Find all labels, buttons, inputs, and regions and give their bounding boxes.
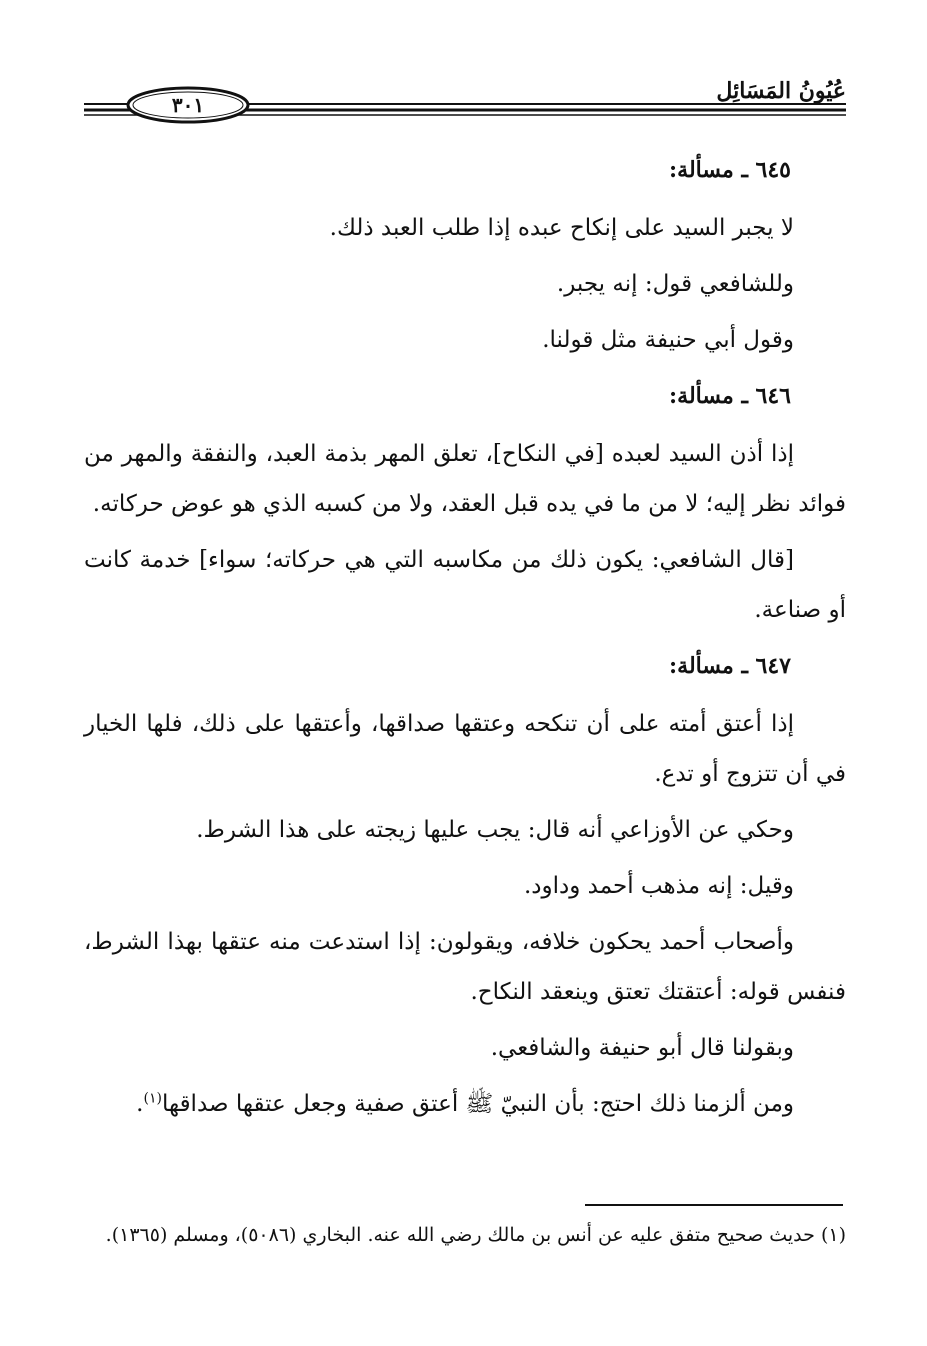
- paragraph: [84, 1079, 846, 1129]
- paragraph: وأصحاب أحمد يحكون خلافه، ويقولون: إذا استدعت منه عتقها بهذا الشرط، فنفس قوله: أعتقتك تعتق وينعقد النكاح.: [84, 929, 846, 1005]
- paragraph: [قال الشافعي: يكون ذلك من مكاسبه التي هي حركاته؛ سواء] خدمة كانت أو صناعة.: [84, 547, 846, 623]
- main-text: [84, 145, 846, 1135]
- page-number: ٣٠١: [171, 93, 205, 117]
- page-header: [84, 70, 846, 130]
- paragraph: وقول أبي حنيفة مثل قولنا.: [542, 327, 794, 353]
- issue-heading: ٦٤٦ ـ مسألة:: [669, 383, 791, 409]
- paragraph: وللشافعي قول: إنه يجبر.: [556, 271, 794, 297]
- issue-645: [84, 145, 846, 365]
- footnote-divider: [585, 1204, 843, 1206]
- paragraph: وبقولنا قال أبو حنيفة والشافعي.: [490, 1035, 794, 1061]
- issue-heading: ٦٤٧ ـ مسألة:: [669, 653, 791, 679]
- paragraph: إذا أذن السيد لعبده [في النكاح]، تعلق المهر بذمة العبد، والنفقة والمهر من فوائد نظر إليه؛ لا من ما في يده قبل العقد، ولا من كسبه الذي هو عوض حركاته.: [84, 441, 846, 517]
- paragraph: إذا أعتق أمته على أن تنكحه وعتقها صداقها، وأعتقها على ذلك، فلها الخيار في أن تتزوج أو تدع.: [84, 711, 846, 787]
- paragraph: وحكي عن الأوزاعي أنه قال: يجب عليها زيجته على هذا الشرط.: [196, 817, 794, 843]
- paragraph: وقيل: إنه مذهب أحمد وداود.: [523, 873, 794, 899]
- book-title: عُيُونُ المَسَائِل: [716, 78, 846, 104]
- footnote-text: (١) حديث صحيح متفق عليه عن أنس بن مالك رضي الله عنه. البخاري (٥٠٨٦)، ومسلم (١٣٦٥).: [105, 1224, 846, 1246]
- issue-heading: ٦٤٥ ـ مسألة:: [669, 157, 791, 183]
- footnote-reference[interactable]: (١): [143, 1090, 162, 1107]
- paragraph-tail: .: [136, 1091, 144, 1117]
- footnotes: [84, 1215, 846, 1255]
- paragraph-text: ومن ألزمنا ذلك احتج: بأن النبيّ ﷺ أعتق صفية وجعل عتقها صداقها: [161, 1091, 794, 1117]
- issue-647: [84, 641, 846, 1129]
- paragraph: لا يجبر السيد على إنكاح عبده إذا طلب العبد ذلك.: [329, 215, 794, 241]
- issue-646: [84, 371, 846, 635]
- footnote-1: [84, 1215, 846, 1255]
